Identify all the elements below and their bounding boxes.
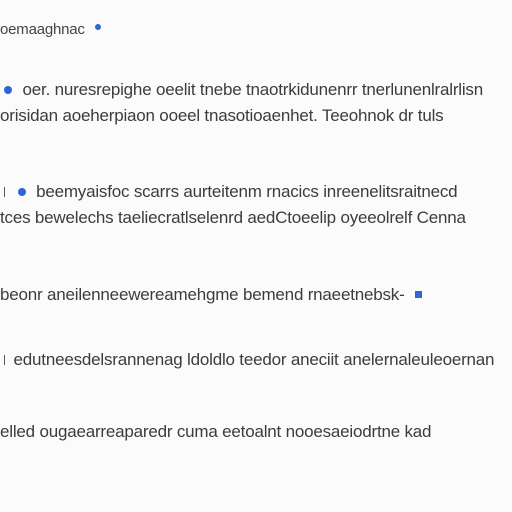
- line-text: edutneesdelsrannenag ldoldlo teedor aneciit anelernaleuleoernan: [13, 350, 495, 369]
- document-header: [0, 20, 512, 40]
- line-text: oer. nuresrepighe oeelit tnebe tnaotrkidunenrr tnerlunenlralrlisn: [22, 80, 483, 99]
- line-text: tces bewelechs taeliecratlselenrd aedCtoeelip oyeeolrelf Cenna: [0, 208, 466, 227]
- line-text: elled ougaearreaparedr cuma eetoalnt nooesaeiodrtne kad: [0, 422, 432, 441]
- blue-dot-icon: [95, 24, 101, 30]
- tick-mark-icon: [0, 187, 5, 197]
- text-line-6: [0, 350, 512, 370]
- tick-mark-icon: [0, 355, 5, 365]
- text-line-2: [0, 106, 512, 126]
- text-line-1: [0, 80, 512, 100]
- text-line-7: [0, 422, 512, 442]
- header-title: oemaaghnac: [0, 21, 85, 38]
- line-text: beemyaisfoc scarrs aurteitenm rnacics inreenelitsraitnecd: [36, 182, 458, 201]
- line-text: orisidan aoeherpiaon ooeel tnasotioaenhet. Teeohnok dr tuls: [0, 106, 444, 125]
- text-line-5: [0, 285, 512, 305]
- blue-dot-icon: [4, 86, 12, 94]
- blue-dot-icon: [18, 188, 26, 196]
- text-line-4: [0, 208, 512, 228]
- blue-square-icon: [415, 291, 422, 298]
- line-text: beonr aneilenneewereamehgme bemend rnaeetnebsk-: [0, 285, 405, 304]
- text-line-3: [0, 182, 512, 202]
